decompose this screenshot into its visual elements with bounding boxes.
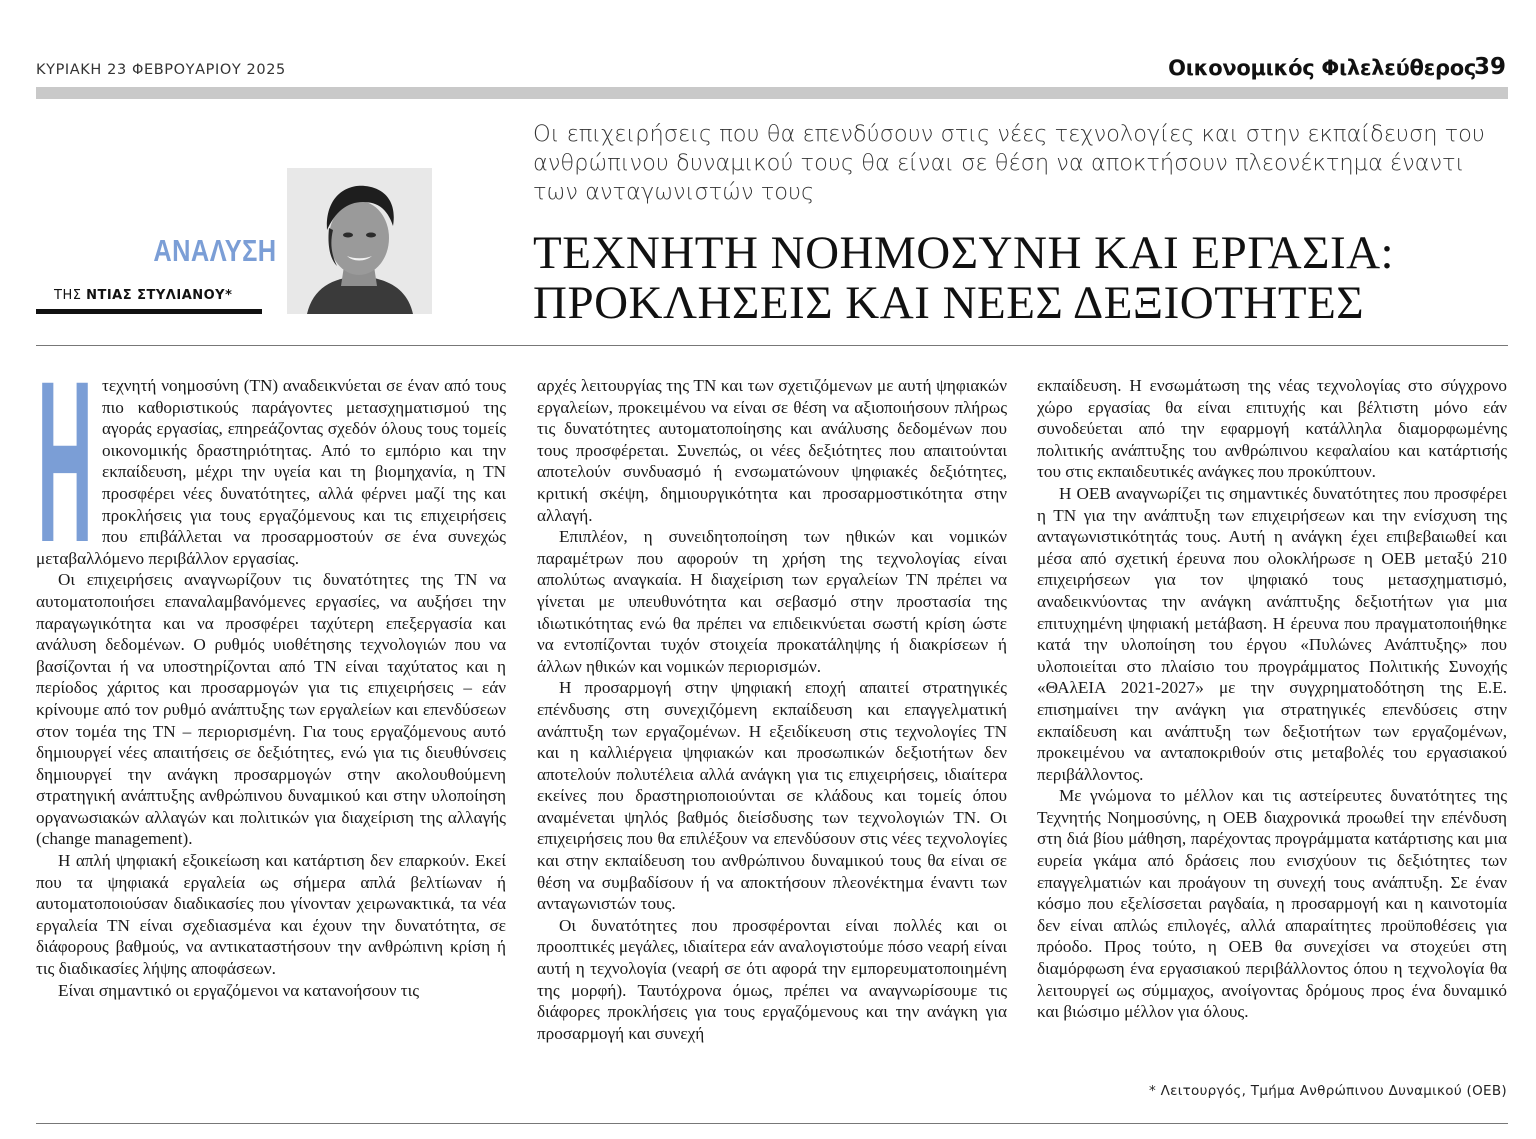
paragraph: εκπαίδευση. Η ενσωμάτωση της νέας τεχνολογίας στο σύγχρονο χώρο εργασίας θα είναι επιτυχής και βέλτιστη μόνο εάν συνοδεύεται από την εφαρμογή κατάλληλα διαμορφωμένης πολιτικής ανάπτυξης του ανθρώπινου κεφαλαίου και κατάρτισής του στις εκπαιδευτικές ανάγκες που προκύπτουν. (1037, 376, 1507, 482)
byline-prefix: ΤΗΣ (54, 288, 82, 303)
paragraph: Είναι σημαντικό οι εργαζόμενοι να κατανοήσουν τις (58, 980, 420, 1000)
article-column-2 (537, 375, 1007, 1044)
paragraph: Επιπλέον, η συνειδητοποίηση των ηθικών και νομικών παραμέτρων που αφορούν τη χρήση της τεχνολογίας είναι απολύτως αναγκαία. Η διαχείριση των εργαλείων ΤΝ πρέπει να γίνεται με υπευθυνότητα και σεβασμό στην προστασία της ιδιωτικότητας ενώ θα πρέπει να επιδεικνύεται σωστή κρίση ώστε να εντοπίζονται τυχόν στοιχεία προκατάληψης ή διακρίσεων ή άλλων ηθικών και νομικών περιορισμών. (537, 527, 1007, 676)
paragraph: Η προσαρμογή στην ψηφιακή εποχή απαιτεί στρατηγικές επένδυσης στη συνεχιζόμενη εκπαίδευση και επαγγελματική ανάπτυξη των εργαζομένων. Η εξειδίκευση στις τεχνολογίες ΤΝ και η καλλιέργεια ψηφιακών και προσωπικών δεξιοτήτων δεν αποτελούν πολυτέλεια αλλά ανάγκη για τις επιχειρήσεις, ιδιαίτερα εκείνες που δραστηριοποιούνται σε κλάδους και τομείς όπου αναμένεται ψηλός βαθμός διείσδυσης των τεχνολογιών ΤΝ. Οι επιχειρήσεις που θα επιλέξουν να επενδύσουν στις νέες τεχνολογίες και στην εκπαίδευση του ανθρώπινου δυναμικού τους θα είναι σε θέση να συμβαδίσουν ή να αποκτήσουν πλεονέκτημα έναντι των ανταγωνιστών τους. (537, 678, 1007, 914)
headline-line-2: ΠΡΟΚΛΗΣΕΙΣ ΚΑΙ ΝΕΕΣ ΔΕΞΙΟΤΗΤΕΣ (533, 277, 1365, 329)
headline-line-1: ΤΕΧΝΗΤΗ ΝΟΗΜΟΣΥΝΗ ΚΑΙ ΕΡΓΑΣΙΑ: (533, 227, 1395, 279)
byline-rule (36, 309, 262, 314)
paragraph: Οι επιχειρήσεις αναγνωρίζουν τις δυνατότητες της ΤΝ να αυτοματοποιήσει επαναλαμβανόμενες εργασίες, να αυξήσει την παραγωγικότητα και να προσφέρει ταχύτερη επεξεργασία και ανάλυση δεδομένων. Ο ρυθμός υιοθέτησης τεχνολογιών που να βασίζονται ή να υποστηρίζονται από ΤΝ είναι ταχύτατος και η περίοδος χάριτος και προσαρμογών για τις επιχειρήσεις – εάν κρίνουμε από τον ρυθμό ανάπτυξης των εργαλείων και επενδύσεων στον τομέα της ΤΝ – περιορισμένη. Για τους εργαζόμενους αυτό δημιουργεί νέες απαιτήσεις σε δεξιότητες, ενώ για τις διευθύνσεις δημιουργεί την ανάγκη προσαρμογών στην ακολουθούμενη στρατηγική ανάπτυξης ανθρώπινου δυναμικού και στην υλοποίηση οργανωσιακών αλλαγών και πολιτικών για διαχείριση της αλλαγής (change management). (36, 570, 506, 849)
paragraph: τεχνητή νοημοσύνη (ΤΝ) αναδεικνύεται σε έναν από τους πιο καθοριστικούς παράγοντες μετασχηματισμού της αγοράς εργασίας, επηρεάζοντας σχεδόν όλους τους τομείς οικονομικής δραστηριότητας. Από το εμπόριο και την εκπαίδευση, μέχρι την υγεία και τη βιομηχανία, η ΤΝ προσφέρει νέες δυνατότητες, αλλά φέρνει μαζί της και προκλήσεις για τους εργαζόμενους και τις επιχειρήσεις που επιβάλλεται να προσαρμοστούν σε ένα συνεχώς μεταβαλλόμενο περιβάλλον εργασίας. (36, 376, 506, 568)
issue-date: ΚΥΡΙΑΚΗ 23 ΦΕΒΡΟΥΑΡΙΟΥ 2025 (36, 62, 286, 78)
paragraph: Οι δυνατότητες που προσφέρονται είναι πολλές και οι προοπτικές μεγάλες, ιδιαίτερα εάν αναλογιστούμε πόσο νεαρή είναι αυτή η τεχνολογία (νεαρή σε ότι αφορά την εμπορευματοποιημένη της μορφή). Ταυτόχρονα όμως, πρέπει να αναγνωρίσουμε τις διάφορες προκλήσεις για τους εργαζόμενους και την ανάγκη για προσαρμογή και συνεχή (537, 915, 1007, 1043)
drop-cap (36, 377, 94, 545)
byline-author: ΝΤΙΑΣ ΣΤΥΛΙΑΝΟΥ* (86, 288, 233, 303)
header-bar (36, 87, 1508, 99)
paragraph: αρχές λειτουργίας της ΤΝ και των σχετιζόμενων με αυτή ψηφιακών εργαλείων, προκειμένου να είναι σε θέση να αξιοποιήσουν πλήρως τις δυνατότητες αυτοματοποίησης και ανάλυσης δεδομένων που τους προσφέρεται. Συνεπώς, οι νέες δεξιότητες που απαιτούνται αποτελούν συνδυασμό ή ενσωματώνουν ψηφιακές δεξιότητες, κριτική σκέψη, δημιουργικότητα και προσαρμοστικότητα στην αλλαγή. (537, 376, 1007, 525)
page-number: 39 (1473, 54, 1506, 80)
article-headline (533, 228, 1508, 328)
bottom-rule (36, 1123, 1508, 1124)
article-column-3 (1037, 375, 1507, 1023)
paragraph: Η ΟΕΒ αναγνωρίζει τις σημαντικές δυνατότητες που προσφέρει η ΤΝ για την ανάπτυξη των επιχειρήσεων και την ενίσχυση της ανταγωνιστικότητάς τους. Αυτή η ανάγκη έχει επιβεβαιωθεί και μέσα από σχετική έρευνα που ολοκλήρωσε η ΟΕΒ μεταξύ 210 επιχειρήσεων για τον ψηφιακό τους μετασχηματισμό, αναδεικνύοντας την ανάγκη ανάπτυξης δεξιοτήτων για μια επιτυχημένη ψηφιακή μετάβαση. Η έρευνα που πραγματοποιήθηκε κατά την υλοποίηση του έργου «Πυλώνες Ανάπτυξης» που υλοποιείται στο πλαίσιο του προγράμματος Πολιτικής Συνοχής «ΘΑλΕΙΑ 2021-2027» με την συγχρηματοδότηση της Ε.Ε. επισημαίνει την ανάγκη για στρατηγικές επενδύσεις στην εκπαίδευση και ανάπτυξη των δεξιοτήτων των εργαζομένων, προκειμένου να ανταποκριθούν στις μεταβολές του εργασιακού περιβάλλοντος. (1037, 483, 1507, 784)
paragraph: Η απλή ψηφιακή εξοικείωση και κατάρτιση δεν επαρκούν. Εκεί που τα ψηφιακά εργαλεία ως σήμερα απλά βελτίωναν ή αυτοματοποιούσαν διαδικασίες που γίνονταν χειρωνακτικά, τα νέα εργαλεία ΤΝ είναι σχεδιασμένα και έχουν την δυνατότητα, σε διάφορους βαθμούς, να αντικαταστήσουν την ανθρώπινη κρίση ή τις διαδικασίες λήψης αποφάσεων. (36, 851, 506, 979)
section-divider (36, 345, 1508, 346)
paragraph: Με γνώμονα το μέλλον και τις αστείρευτες δυνατότητες της Τεχνητής Νοημοσύνης, η ΟΕΒ διαχρονικά προωθεί την επένδυση στη διά βίου μάθηση, παρέχοντας προγράμματα κατάρτισης και μια ευρεία γκάμα από δράσεις που ενισχύουν τις δεξιότητες των επαγγελματιών και προάγουν τη συνεχή τους ανάπτυξη. Σε έναν κόσμο που εξελίσσεται ραγδαία, η προσαρμογή και η καινοτομία δεν είναι απλώς επιλογές, αλλά απαραίτητες προϋποθέσεις για πρόοδο. Προς τούτο, η ΟΕΒ θα συνεχίσει να στοχεύει στη διαμόρφωση ένα εργασιακού περιβάλλοντος όπου η τεχνολογία θα λειτουργεί ως σύμμαχος, ανοίγοντας δρόμους προς ένα δυναμικό και βιώσιμο μέλλον για όλους. (1037, 786, 1507, 1022)
newspaper-name: Οικονομικός Φιλελεύθερος (1168, 56, 1476, 80)
section-kicker: ΑΝΑΛΥΣΗ (153, 233, 277, 268)
author-photo (287, 168, 432, 314)
article-column-1 (36, 375, 506, 1001)
byline (54, 288, 232, 303)
drop-cap-letter: Η (37, 377, 93, 545)
author-portrait-image (287, 168, 432, 314)
article-deck: Οι επιχειρήσεις που θα επενδύσουν στις νέες τεχνολογίες και στην εκπαίδευση του ανθρώπινου δυναμικού τους θα είναι σε θέση να αποκτήσουν πλεονέκτημα έναντι των ανταγωνιστών τους (533, 121, 1485, 205)
author-footnote: * Λειτουργός, Τμήμα Ανθρώπινου Δυναμικού (ΟΕΒ) (1148, 1083, 1507, 1099)
